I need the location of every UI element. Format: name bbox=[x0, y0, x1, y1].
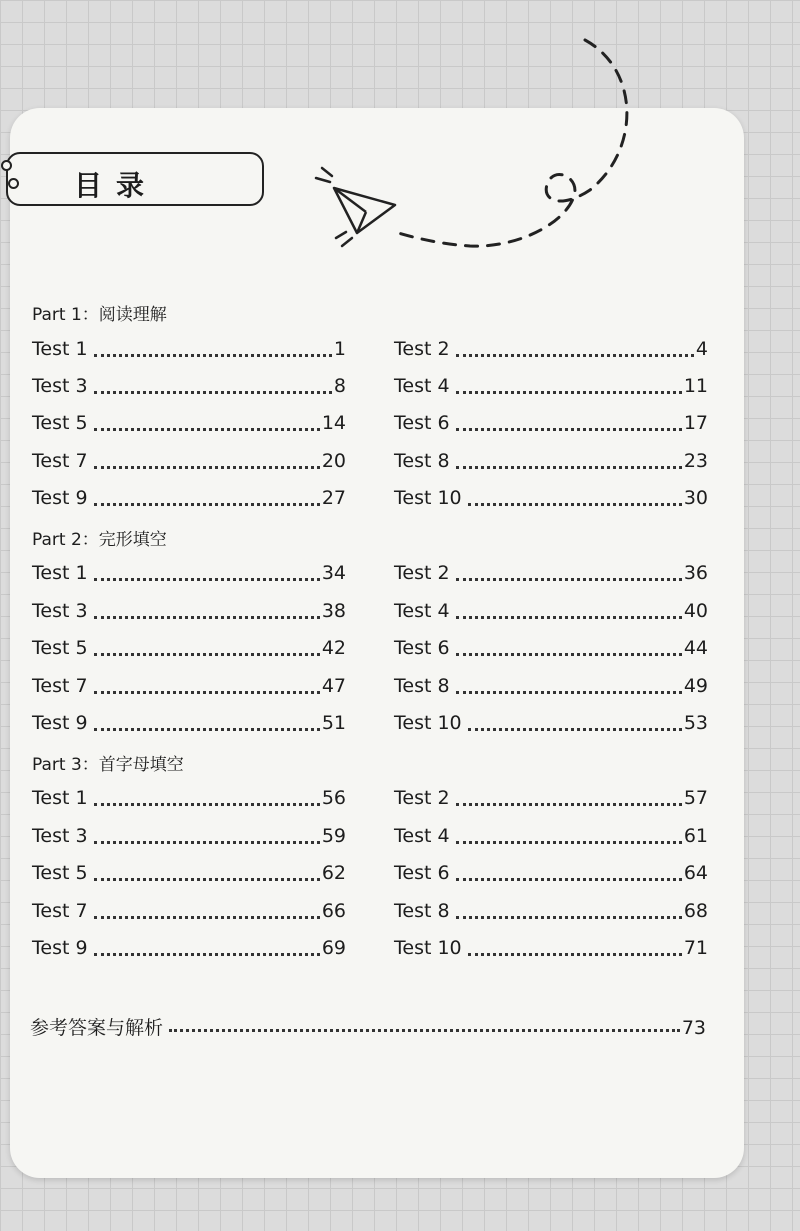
page-number: 11 bbox=[683, 375, 708, 397]
page-number: 57 bbox=[683, 787, 708, 809]
dot-leader bbox=[94, 727, 320, 731]
entry-label: Test 3 bbox=[32, 600, 88, 622]
dot-leader bbox=[456, 877, 682, 881]
dot-leader bbox=[94, 577, 320, 581]
toc-entry[interactable] bbox=[32, 487, 346, 513]
dot-leader bbox=[94, 502, 320, 506]
entry-label: Test 3 bbox=[32, 375, 88, 397]
entry-label: Test 3 bbox=[32, 825, 88, 847]
page-number: 8 bbox=[333, 375, 346, 397]
page-number: 30 bbox=[683, 487, 708, 509]
page-number: 69 bbox=[321, 937, 346, 959]
dot-leader bbox=[94, 353, 332, 357]
toc-entry[interactable] bbox=[394, 375, 708, 401]
page-number: 23 bbox=[683, 450, 708, 472]
entry-label: Test 10 bbox=[394, 487, 462, 509]
entry-label: Test 1 bbox=[32, 787, 88, 809]
entry-label: Test 6 bbox=[394, 862, 450, 884]
page-title: 目录 bbox=[74, 169, 159, 202]
page-number: 73 bbox=[681, 1017, 706, 1039]
toc-entry[interactable] bbox=[394, 862, 708, 888]
dot-leader bbox=[456, 915, 682, 919]
page-number: 42 bbox=[321, 637, 346, 659]
toc-entry[interactable] bbox=[32, 450, 346, 476]
entry-label: Test 9 bbox=[32, 487, 88, 509]
dot-leader bbox=[94, 952, 320, 956]
entry-label: Test 5 bbox=[32, 637, 88, 659]
dot-leader bbox=[468, 502, 682, 506]
page-number: 61 bbox=[683, 825, 708, 847]
toc-entry[interactable] bbox=[394, 562, 708, 588]
page-number: 14 bbox=[321, 412, 346, 434]
entry-label: 参考答案与解析 bbox=[30, 1017, 164, 1039]
page-number: 34 bbox=[321, 562, 346, 584]
part-heading: Part 1：阅读理解 bbox=[32, 305, 167, 325]
toc-entry[interactable] bbox=[32, 338, 346, 364]
toc-entry[interactable] bbox=[32, 375, 346, 401]
dot-leader bbox=[468, 727, 682, 731]
dot-leader bbox=[94, 690, 320, 694]
toc-entry-answers[interactable] bbox=[30, 1013, 706, 1039]
toc-entry[interactable] bbox=[394, 637, 708, 663]
entry-label: Test 2 bbox=[394, 787, 450, 809]
part-heading: Part 2：完形填空 bbox=[32, 530, 167, 550]
entry-label: Test 10 bbox=[394, 712, 462, 734]
entry-label: Test 2 bbox=[394, 562, 450, 584]
dot-leader bbox=[94, 915, 320, 919]
page-number: 20 bbox=[321, 450, 346, 472]
page-number: 68 bbox=[683, 900, 708, 922]
dot-leader bbox=[94, 840, 320, 844]
entry-label: Test 5 bbox=[32, 862, 88, 884]
page-number: 44 bbox=[683, 637, 708, 659]
dot-leader bbox=[456, 615, 682, 619]
entry-label: Test 8 bbox=[394, 675, 450, 697]
entry-label: Test 7 bbox=[32, 450, 88, 472]
page-number: 17 bbox=[683, 412, 708, 434]
entry-label: Test 6 bbox=[394, 637, 450, 659]
toc-entry[interactable] bbox=[32, 675, 346, 701]
dot-leader bbox=[94, 615, 320, 619]
page-number: 27 bbox=[321, 487, 346, 509]
dot-leader bbox=[456, 652, 682, 656]
toc-entry[interactable] bbox=[394, 825, 708, 851]
dot-leader bbox=[94, 465, 320, 469]
page-number: 62 bbox=[321, 862, 346, 884]
page-number: 64 bbox=[683, 862, 708, 884]
page-number: 4 bbox=[695, 338, 708, 360]
dot-leader bbox=[456, 840, 682, 844]
toc-entry[interactable] bbox=[394, 937, 708, 963]
dot-leader bbox=[456, 690, 682, 694]
dot-leader bbox=[456, 802, 682, 806]
entry-label: Test 5 bbox=[32, 412, 88, 434]
dot-leader bbox=[468, 952, 682, 956]
dot-leader bbox=[169, 1028, 680, 1032]
toc-entry[interactable] bbox=[394, 487, 708, 513]
page-number: 1 bbox=[333, 338, 346, 360]
toc-entry[interactable] bbox=[394, 600, 708, 626]
dot-leader bbox=[94, 877, 320, 881]
page-number: 51 bbox=[321, 712, 346, 734]
toc-entry[interactable] bbox=[394, 338, 708, 364]
entry-label: Test 7 bbox=[32, 900, 88, 922]
entry-label: Test 9 bbox=[32, 712, 88, 734]
toc-entry[interactable] bbox=[394, 900, 708, 926]
toc-entry[interactable] bbox=[32, 825, 346, 851]
dot-leader bbox=[456, 427, 682, 431]
entry-label: Test 4 bbox=[394, 825, 450, 847]
page-number: 59 bbox=[321, 825, 346, 847]
toc-entry[interactable] bbox=[32, 862, 346, 888]
page-number: 53 bbox=[683, 712, 708, 734]
toc-entry[interactable] bbox=[32, 562, 346, 588]
dot-leader bbox=[94, 390, 332, 394]
entry-label: Test 10 bbox=[394, 937, 462, 959]
dot-leader bbox=[94, 427, 320, 431]
dot-leader bbox=[456, 465, 682, 469]
entry-label: Test 8 bbox=[394, 900, 450, 922]
page-number: 66 bbox=[321, 900, 346, 922]
entry-label: Test 6 bbox=[394, 412, 450, 434]
page-number: 36 bbox=[683, 562, 708, 584]
entry-label: Test 7 bbox=[32, 675, 88, 697]
entry-label: Test 4 bbox=[394, 375, 450, 397]
toc-entry[interactable] bbox=[32, 412, 346, 438]
binder-ring-icon bbox=[1, 160, 12, 171]
toc-entry[interactable] bbox=[32, 637, 346, 663]
toc-entry[interactable] bbox=[32, 600, 346, 626]
toc-entry[interactable] bbox=[32, 937, 346, 963]
entry-label: Test 9 bbox=[32, 937, 88, 959]
toc-entry[interactable] bbox=[32, 900, 346, 926]
dot-leader bbox=[94, 652, 320, 656]
entry-label: Test 2 bbox=[394, 338, 450, 360]
toc-entry[interactable] bbox=[394, 675, 708, 701]
page-number: 40 bbox=[683, 600, 708, 622]
entry-label: Test 4 bbox=[394, 600, 450, 622]
toc-title-box bbox=[6, 152, 264, 206]
toc-entry[interactable] bbox=[32, 787, 346, 813]
toc-entry[interactable] bbox=[394, 787, 708, 813]
dot-leader bbox=[456, 353, 694, 357]
page-number: 38 bbox=[321, 600, 346, 622]
toc-entry[interactable] bbox=[32, 712, 346, 738]
entry-label: Test 1 bbox=[32, 338, 88, 360]
page-number: 56 bbox=[321, 787, 346, 809]
entry-label: Test 8 bbox=[394, 450, 450, 472]
page-number: 47 bbox=[321, 675, 346, 697]
toc-entry[interactable] bbox=[394, 412, 708, 438]
part-heading: Part 3：首字母填空 bbox=[32, 755, 184, 775]
page-number: 71 bbox=[683, 937, 708, 959]
dot-leader bbox=[456, 390, 682, 394]
page-number: 49 bbox=[683, 675, 708, 697]
paper-plane-icon bbox=[0, 0, 800, 300]
toc-entry[interactable] bbox=[394, 450, 708, 476]
dot-leader bbox=[94, 802, 320, 806]
binder-ring-icon bbox=[8, 178, 19, 189]
toc-entry[interactable] bbox=[394, 712, 708, 738]
dot-leader bbox=[456, 577, 682, 581]
entry-label: Test 1 bbox=[32, 562, 88, 584]
